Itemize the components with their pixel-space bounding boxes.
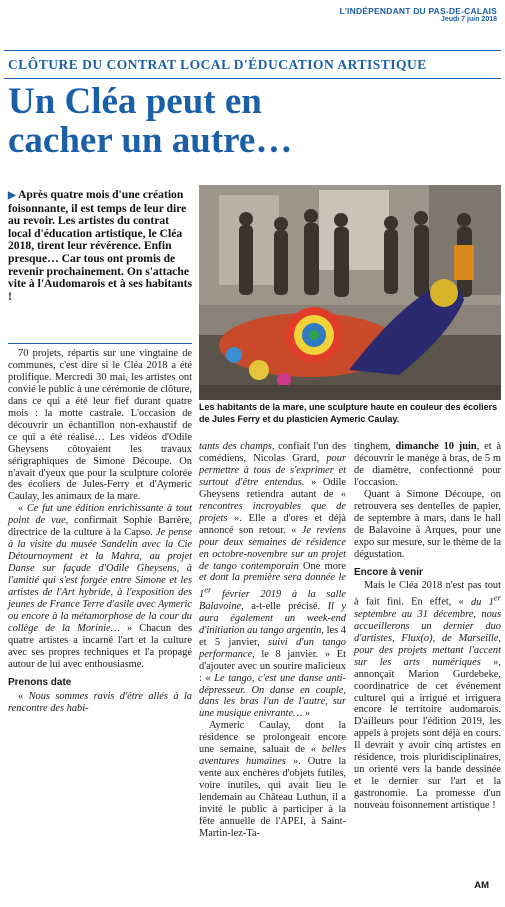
lead-text: Après quatre mois d'une création foisonnante, il est temps de leur dire au revoir. Les artistes du contrat local d'éducation artistique, le Cléa 2018, tirent leur révérence. Enfin presque… Car tous ont promis de revenir prochainement. On s'attache vite à l'Audomarois et à ses habitants !: [8, 188, 193, 303]
article-column-3: tinghem, dimanche 10 juin, et à découvrir le manège à bras, de 5 m de diamètre, confectionné pour l'occasion. Quant à Simone Découpe, on retrouvera ses dentelles de papier, de septembre à mars, dans le hall de Balavoine à Arques, pour une expo sur mesure, sur le thème de la dégustation. Encore à venir Mais le Cléa 2018 n'est pas tout à fait fini. En effet, « du 1er septembre au 31 décembre, nous accueillerons un dernier duo d'artistes, Flux(o), de Marseille, pour des projets mettant l'accent sur les arts numériques », annonçait Marion Gurdebeke, coordinatrice de cet événement culturel qui a irrigué et irriguera encore le territoire audomarois. D'ailleurs pour l'édition 2019, les appels à projets sont déjà en cours. Il devrait y avoir cinq artistes en résidence, trois pluridisciplinaires, un orienté vers la bande dessinée et le dernier sur l'art et la gastronomie. La promesse d'un nouveau foisonnement artistique !: [354, 441, 502, 812]
top-rule: [4, 50, 501, 51]
newspaper-name: L'INDÉPENDANT DU PAS-DE-CALAIS: [339, 6, 497, 16]
masthead: [339, 6, 497, 23]
article-headline: Un Cléa peut en cacher un autre…: [8, 81, 293, 161]
article-photo: [199, 185, 501, 400]
lead-marker-icon: ▶: [8, 190, 16, 201]
issue-date: Jeudi 7 juin 2018: [440, 16, 497, 23]
author-signature: AM: [474, 880, 489, 891]
photo-caption: Les habitants de la mare, une sculpture haute en couleur des écoliers de Jules Ferry et du plasticien Aymeric Caulay.: [199, 402, 498, 424]
article-column-2: tants des champs, confiait l'un des comédiens, Nicolas Grard, pour permettre à tous de s'exprimer et surtout d'être entendus. » Odile Gheysens retiendra autant de « rencontres incroyables que de projets ». Elle a d'ores et déjà annoncé son retour. « Je reviens pour deux semaines de résidence en octobre-novembre sur un projet de tango contemporain One more et dont la première sera donnée le 1er février 2019 à la salle Balavoine, a-t-elle précisé. Il y aura également un week-end d'initiation au tango argentin, les 4 et 5 janvier, suivi d'un tango performance, le 8 janvier. » Et d'ajouter avec un sourire malicieux : « Le tango, c'est une danse anti-dépresseur. On danse en couple, dans les bras l'un de l'autre, sur une musique enivrante… » Aymeric Caulay, dont la résidence se prolongeait encore une semaine, saluait de « belles aventures humaines ». Outre la vente aux enchères d'objets futiles, voire inutiles, qui avait lieu le lendemain au Château Luthun, il a invité le public à participer à la fête annuelle de l'APEI, à Saint-Martin-lez-Ta-: [199, 441, 347, 839]
lead-rule: [8, 343, 192, 344]
article-lead: [8, 189, 192, 303]
article-kicker: CLÔTURE DU CONTRAT LOCAL D'ÉDUCATION ARTISTIQUE: [8, 57, 427, 72]
sculpture-photo-image: [199, 185, 501, 400]
article-column-1: 70 projets, répartis sur une vingtaine de communes, c'est dire si le Cléa 2018 a été prolifique. Mercredi 30 mai, les artistes ont convié le public à une cérémonie de clôture, dans ce qui a été leur fief durant quatre mois : la motte castrale. L'occasion de découvrir un échantillon non-exhaustif de ce qui a été réalisé… Les vidéos d'Odile Gheysens côtoyaient les travaux sérigraphiques de Simone Découpe. On n'avait d'yeux que pour la sculpture colorée des écoliers de Jules-Ferry et d'Aymeric Caulay, les animaux de la mare. « Ce fut une édition enrichissante à tout point de vue, confirmait Sophie Barrère, directrice de la culture à la Capso. Je pense à la visite du musée Sandelin avec la Cie Détournoyment et la Mahra, au projet Danse sur façade d'Odile Gheysens, à l'amitié qui s'est forgée entre Simone et les artistes de l'Art hybride, à l'exposition des jeunes de France Terre d'asile avec Aymeric ou encore à la métamorphose de la cour du collège de la Morinie… » Chacun des quatre artistes a incarné l'art et la culture avec ses propres techniques et l'a propagé autour de lui avec enthousiasme. Prenons date « Nous sommes ravis d'être allés à la rencontre des habi-: [8, 348, 193, 714]
kicker-rule: [4, 78, 501, 79]
